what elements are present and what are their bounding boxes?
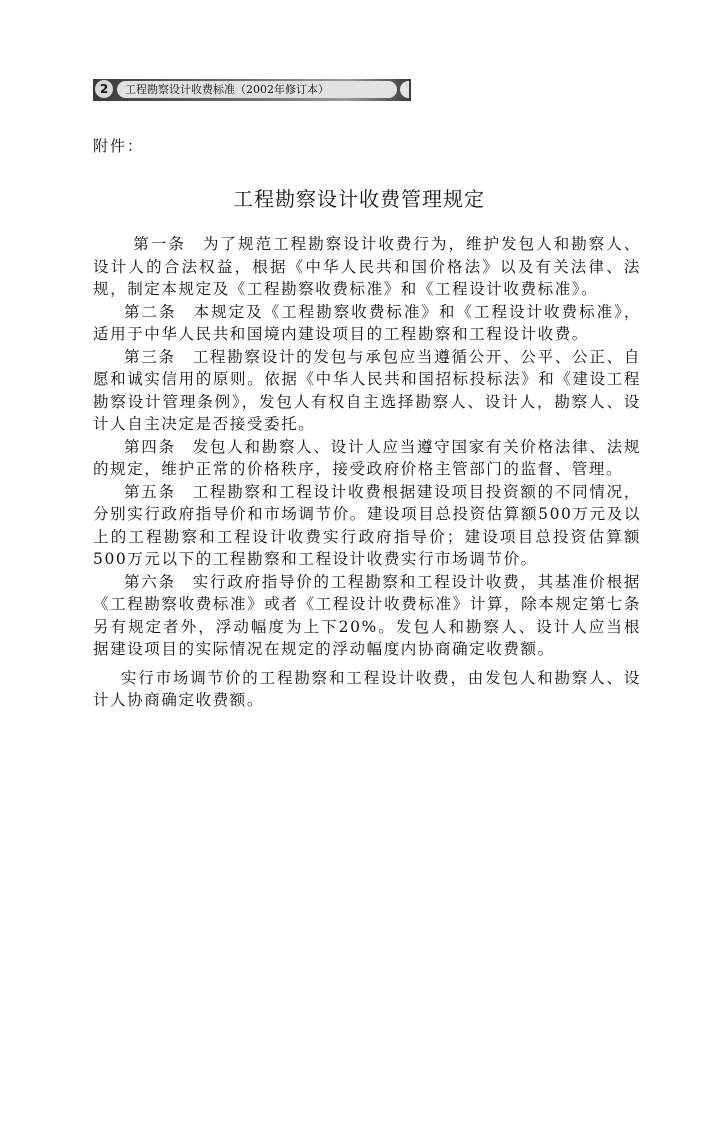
running-title: 工程勘察设计收费标准（2002年修订本）	[117, 81, 397, 98]
article-3	[93, 346, 641, 436]
article-number: 第四条	[124, 437, 176, 456]
article-4	[93, 436, 641, 481]
page-number: 2	[95, 80, 113, 98]
article-text: 为了规范工程勘察设计收费行为，维护发包人和勘察人、设计人的合法权益，根据《中华人民共和国价格法》以及有关法律、法规，制定本规定及《工程勘察收费标准》和《工程设计收费标准》。	[93, 235, 641, 298]
article-2	[93, 301, 641, 346]
header-decoration	[400, 81, 409, 98]
document-title: 工程勘察设计收费管理规定	[233, 187, 485, 211]
document-body	[93, 233, 641, 712]
article-text: 实行政府指导价的工程勘察和工程设计收费，其基准价根据《工程勘察收费标准》或者《工程设计收费标准》计算，除本规定第七条另有规定者外，浮动幅度为上下20%。发包人和勘察人、设计人应当根据建设项目的实际情况在规定的浮动幅度内协商确定收费额。	[93, 572, 641, 658]
article-number: 第六条	[124, 572, 176, 591]
article-1	[93, 233, 641, 301]
article-number: 第三条	[124, 347, 176, 366]
article-text: 工程勘察和工程设计收费根据建设项目投资额的不同情况，分别实行政府指导价和市场调节价。建设项目总投资估算额500万元及以上的工程勘察和工程设计收费实行政府指导价；建设项目总投资估算额500万元以下的工程勘察和工程设计收费实行市场调节价。	[93, 482, 641, 568]
article-number: 第一条	[133, 235, 186, 253]
article-number: 第二条	[124, 302, 177, 321]
article-text: 发包人和勘察人、设计人应当遵守国家有关价格法律、法规的规定，维护正常的价格秩序，接受政府价格主管部门的监督、管理。	[93, 437, 641, 478]
article-5	[93, 481, 641, 571]
running-header	[93, 79, 411, 101]
closing-paragraph: 实行市场调节价的工程勘察和工程设计收费，由发包人和勘察人、设计人协商确定收费额。	[93, 668, 641, 709]
article-number: 第五条	[124, 482, 176, 501]
article-text: 本规定及《工程勘察收费标准》和《工程设计收费标准》，适用于中华人民共和国境内建设项目的工程勘察和工程设计收费。	[93, 302, 641, 343]
article-text: 工程勘察设计的发包与承包应当遵循公开、公平、公正、自愿和诚实信用的原则。依据《中华人民共和国招标投标法》和《建设工程勘察设计管理条例》，发包人有权自主选择勘察人、设计人，勘察人、设计人自主决定是否接受委托。	[93, 347, 641, 433]
attachment-label: 附件：	[93, 137, 145, 155]
article-6	[93, 571, 641, 661]
